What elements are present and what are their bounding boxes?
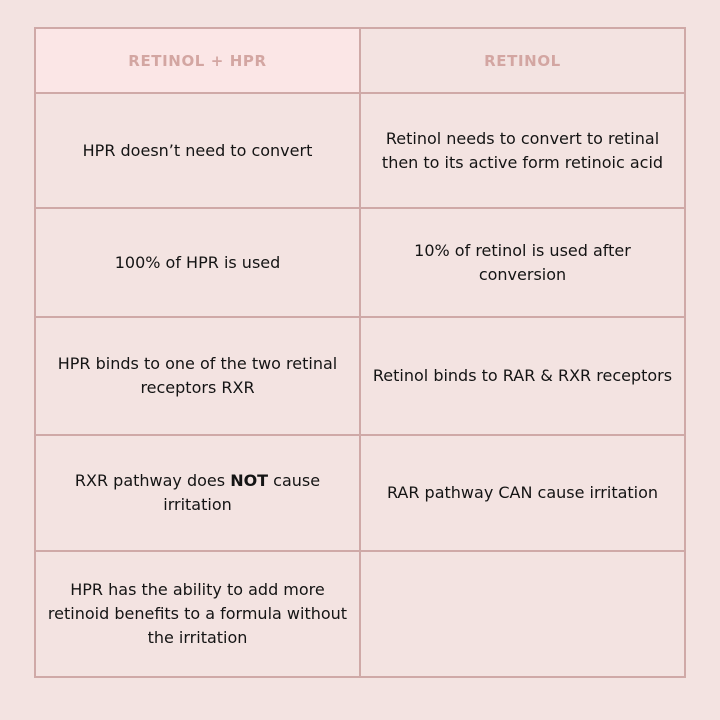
table-row [35, 317, 685, 435]
cell-text-before: RXR pathway does [74, 471, 231, 490]
cell-retinol: Retinol binds to RAR & RXR receptors [360, 317, 685, 435]
table-row [35, 208, 685, 317]
cell-hpr: HPR binds to one of the two retinal receptors RXR [35, 317, 360, 435]
cell-text-after: cause irritation [163, 471, 321, 514]
cell-hpr: HPR doesn’t need to convert [35, 93, 360, 208]
cell-text-emphasis: NOT [230, 471, 269, 490]
cell-retinol: 10% of retinol is used after conversion [360, 208, 685, 317]
cell-retinol: Retinol needs to convert to retinal then to its active form retinoic acid [360, 93, 685, 208]
header-row [35, 28, 685, 93]
table-row [35, 93, 685, 208]
cell-hpr [35, 435, 360, 551]
header-retinol-hpr: RETINOL + HPR [35, 28, 360, 93]
table-row [35, 435, 685, 551]
table-row [35, 551, 685, 677]
cell-retinol-empty [360, 551, 685, 677]
comparison-table [34, 27, 686, 678]
header-retinol: RETINOL [360, 28, 685, 93]
cell-hpr: 100% of HPR is used [35, 208, 360, 317]
cell-hpr: HPR has the ability to add more retinoid benefits to a formula without the irritation [35, 551, 360, 677]
cell-retinol: RAR pathway CAN cause irritation [360, 435, 685, 551]
